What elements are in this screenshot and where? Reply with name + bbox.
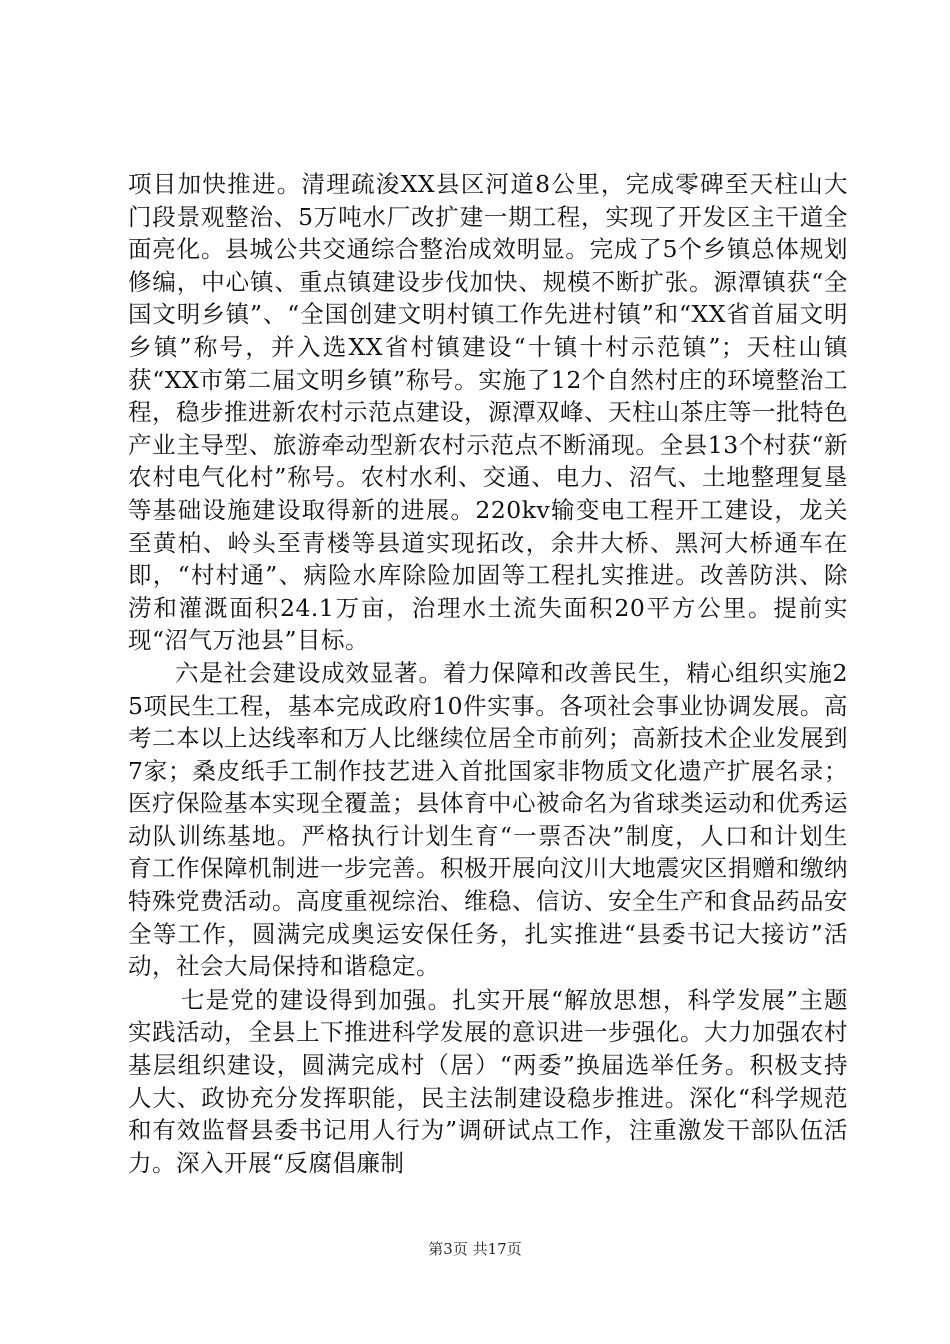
paragraph-1: 项目加快推进。清理疏浚XX县区河道8公里，完成零碑至天柱山大门段景观整治、5万吨水厂改扩建一期工程，实现了开发区主干道全面亮化。县城公共交通综合整治成效明显。完成了5个乡镇总体规划修编，中心镇、重点镇建设步伐加快、规模不断扩张。源潭镇获“全国文明乡镇”、“全国创建文明村镇工作先进村镇”和“XX省首届文明乡镇”称号，并入选XX省村镇建设“十镇十村示范镇”；天柱山镇获“XX市第二届文明乡镇”称号。实施了12个自然村庄的环境整治工程，稳步推进新农村示范点建设，源潭双峰、天柱山茶庄等一批特色产业主导型、旅游牵动型新农村示范点不断涌现。全县13个村获“新农村电气化村”称号。农村水利、交通、电力、沼气、土地整理复垦等基础设施建设取得新的进展。220kv输变电工程开工建设，龙关至黄柏、岭头至青楼等县道实现拓改，余井大桥、黑河大桥通车在即，“村村通”、病险水库除险加固等工程扎实推进。改善防洪、除涝和灌溉面积24.1万亩，治理水土流失面积20平方公里。提前实现“沼气万池县”目标。 [128, 170, 848, 655]
paragraph-3: 七是党的建设得到加强。扎实开展“解放思想，科学发展”主题实践活动，全县上下推进科学发展的意识进一步强化。大力加强农村基层组织建设，圆满完成村（居）“两委”换届选举任务。积极支持人大、政协充分发挥职能，民主法制建设稳步推进。深化“科学规范和有效监督县委书记用人行为”调研试点工作，注重激发干部队伍活力。深入开展“反腐倡廉制 [128, 985, 848, 1177]
body-text [128, 168, 848, 1179]
paragraph-2: 六是社会建设成效显著。着力保障和改善民生，精心组织实施25项民生工程，基本完成政府10件实事。各项社会事业协调发展。高考二本以上达线率和万人比继续位居全市前列；高新技术企业发展到7家；桑皮纸手工制作技艺进入首批国家非物质文化遗产扩展名录；医疗保险基本实现全覆盖；县体育中心被命名为省球类运动和优秀运动队训练基地。严格执行计划生育“一票否决”制度，人口和计划生育工作保障机制进一步完善。积极开展向汶川大地震灾区捐赠和缴纳特殊党费活动。高度重视综治、维稳、信访、安全生产和食品药品安全等工作，圆满完成奥运安保任务，扎实推进“县委书记大接访”活动，社会大局保持和谐稳定。 [128, 658, 848, 981]
page-number: 第3页 共17页 [428, 1240, 522, 1258]
